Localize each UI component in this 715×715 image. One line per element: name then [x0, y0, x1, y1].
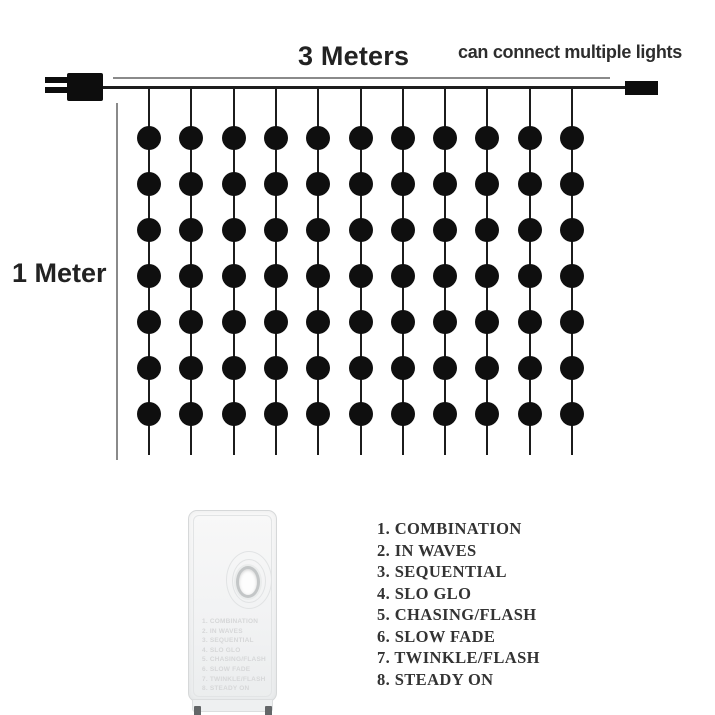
- light-bulb: [433, 402, 457, 426]
- light-bulb: [264, 310, 288, 334]
- light-bulb: [306, 264, 330, 288]
- light-bulb: [475, 356, 499, 380]
- light-bulb: [137, 172, 161, 196]
- height-dimension-line: [116, 103, 118, 460]
- light-bulb: [349, 356, 373, 380]
- width-dimension-line: [113, 77, 610, 79]
- light-bulb: [306, 126, 330, 150]
- controller-embossed-line: 1. COMBINATION: [202, 618, 259, 625]
- light-bulb: [264, 126, 288, 150]
- light-string: [148, 88, 150, 455]
- mode-item: 2. IN WAVES: [377, 540, 477, 560]
- light-bulb: [306, 218, 330, 242]
- light-bulb: [349, 126, 373, 150]
- light-bulb: [349, 218, 373, 242]
- light-string: [317, 88, 319, 455]
- light-bulb: [137, 126, 161, 150]
- controller-embossed-line: 7. TWINKLE/FLASH: [202, 675, 266, 683]
- light-bulb: [137, 218, 161, 242]
- controller-base: [192, 699, 273, 712]
- mode-item: 1. COMBINATION: [377, 519, 522, 538]
- controller-embossed-text: [202, 617, 266, 694]
- mode-button[interactable]: [236, 566, 260, 598]
- light-bulb: [433, 264, 457, 288]
- light-bulb: [475, 264, 499, 288]
- light-bulb: [433, 218, 457, 242]
- light-bulb: [518, 126, 542, 150]
- light-bulb: [560, 218, 584, 242]
- light-bulb: [306, 356, 330, 380]
- light-bulb: [137, 402, 161, 426]
- light-bulb: [391, 356, 415, 380]
- light-string: [571, 88, 573, 455]
- light-bulb: [475, 172, 499, 196]
- light-bulb: [391, 218, 415, 242]
- controller-embossed-line: 2. IN WAVES: [202, 627, 243, 635]
- light-bulb: [475, 402, 499, 426]
- end-connector-icon: [625, 81, 658, 95]
- light-bulb: [518, 356, 542, 380]
- light-bulb: [433, 172, 457, 196]
- light-bulb: [560, 264, 584, 288]
- light-bulb: [222, 126, 246, 150]
- light-bulb: [518, 310, 542, 334]
- light-bulb: [222, 218, 246, 242]
- light-bulb: [222, 402, 246, 426]
- controller-embossed-line: 4. SLO GLO: [202, 646, 241, 654]
- light-bulb: [179, 218, 203, 242]
- mode-item: 7. TWINKLE/FLASH: [377, 648, 540, 667]
- light-bulb: [560, 126, 584, 150]
- plug-body: [67, 73, 103, 101]
- light-bulb: [433, 126, 457, 150]
- controller-prong: [194, 706, 201, 715]
- light-bulb: [222, 172, 246, 196]
- light-bulb: [306, 172, 330, 196]
- connect-note-label: can connect multiple lights: [458, 42, 682, 62]
- mode-item: 3. SEQUENTIAL: [377, 562, 507, 581]
- light-bulb: [179, 310, 203, 334]
- light-bulb: [349, 402, 373, 426]
- light-string: [402, 88, 404, 455]
- controller-embossed-line: 3. SEQUENTIAL: [202, 637, 254, 645]
- light-string: [486, 88, 488, 455]
- light-bulb: [560, 172, 584, 196]
- light-bulb: [475, 218, 499, 242]
- light-bulb: [475, 126, 499, 150]
- mode-item: 6. SLOW FADE: [377, 626, 496, 646]
- light-bulb: [518, 172, 542, 196]
- light-string: [360, 88, 362, 455]
- light-bulb: [264, 264, 288, 288]
- light-bulb: [560, 356, 584, 380]
- light-bulb: [222, 310, 246, 334]
- controller-embossed-line: 6. SLOW FADE: [202, 665, 251, 673]
- light-bulb: [264, 218, 288, 242]
- light-bulb: [391, 126, 415, 150]
- light-bulb: [222, 356, 246, 380]
- light-bulb: [179, 402, 203, 426]
- light-bulb: [349, 310, 373, 334]
- light-bulb: [349, 264, 373, 288]
- controller-prong: [265, 706, 272, 715]
- mode-item: 4. SLO GLO: [377, 583, 472, 603]
- mode-item: 8. STEADY ON: [377, 669, 494, 689]
- mode-list: [377, 518, 540, 690]
- light-bulb: [560, 402, 584, 426]
- light-bulb: [264, 402, 288, 426]
- light-bulb: [518, 218, 542, 242]
- light-bulb: [264, 356, 288, 380]
- light-bulb: [306, 310, 330, 334]
- controller-embossed-line: 5. CHASING/FLASH: [202, 656, 266, 664]
- light-bulb: [391, 310, 415, 334]
- light-string: [190, 88, 192, 455]
- light-bulb: [306, 402, 330, 426]
- light-bulb: [518, 402, 542, 426]
- mode-item: 5. CHASING/FLASH: [377, 605, 537, 624]
- light-bulb: [391, 402, 415, 426]
- light-bulb: [518, 264, 542, 288]
- light-bulb: [179, 356, 203, 380]
- light-string: [275, 88, 277, 455]
- light-bulb: [349, 172, 373, 196]
- light-bulb: [433, 356, 457, 380]
- height-dimension-label: 1 Meter: [12, 258, 107, 288]
- light-string: [529, 88, 531, 455]
- light-bulb: [137, 310, 161, 334]
- light-bulb: [391, 172, 415, 196]
- controller-embossed-line: 8. STEADY ON: [202, 685, 250, 693]
- light-string: [233, 88, 235, 455]
- light-bulb: [179, 126, 203, 150]
- light-bulb: [222, 264, 246, 288]
- light-bulb: [137, 264, 161, 288]
- light-bulb: [475, 310, 499, 334]
- width-dimension-label: 3 Meters: [298, 41, 410, 71]
- light-bulb: [433, 310, 457, 334]
- light-string: [444, 88, 446, 455]
- light-bulb: [264, 172, 288, 196]
- controller: [188, 510, 277, 702]
- light-bulb: [137, 356, 161, 380]
- light-bulb: [179, 172, 203, 196]
- main-wire: [100, 86, 627, 89]
- light-bulb: [391, 264, 415, 288]
- light-bulb: [560, 310, 584, 334]
- light-bulb: [179, 264, 203, 288]
